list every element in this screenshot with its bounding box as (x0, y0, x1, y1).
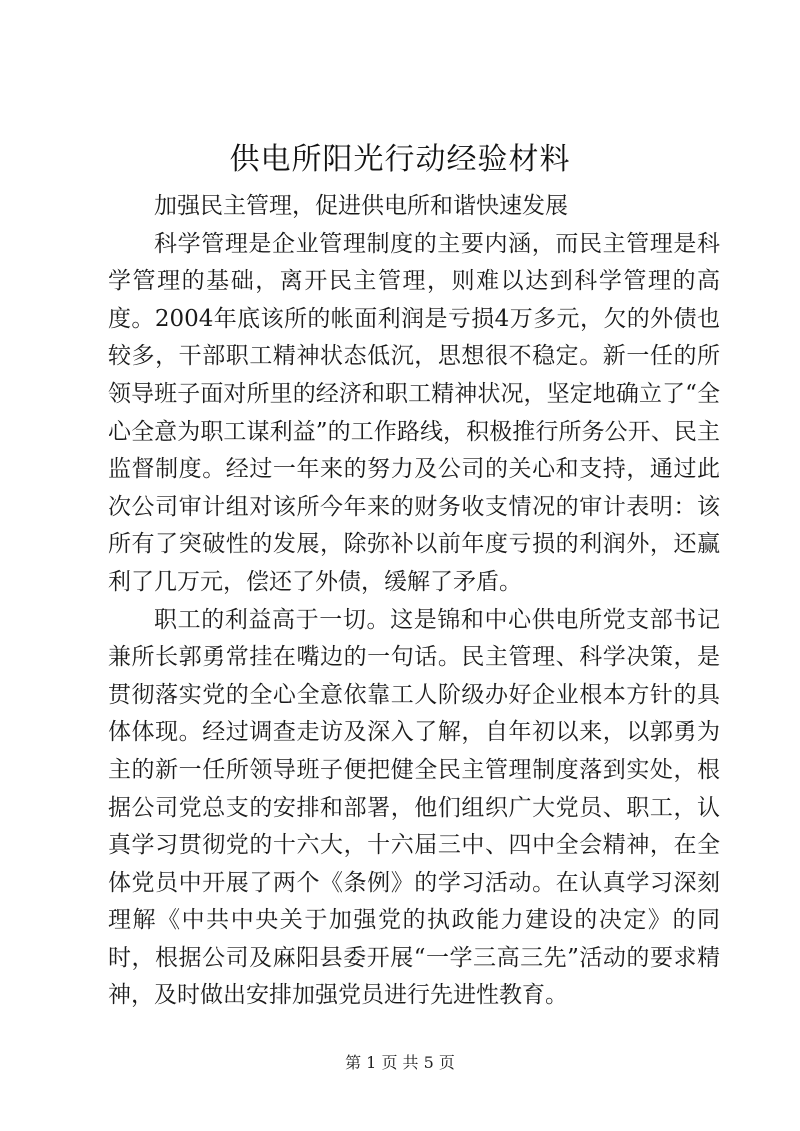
body-paragraph-1: 科学管理是企业管理制度的主要内涵，而民主管理是科学管理的基础，离开民主管理，则难以达到科学管理的高度。2004年底该所的帐面利润是亏损4万多元，欠的外债也较多，干部职工精神状态低沉，思想很不稳定。新一任的所领导班子面对所里的经济和职工精神状况，坚定地确立了“全心全意为职工谋利益”的工作路线，积极推行所务公开、民主监督制度。经过一年来的努力及公司的关心和支持，通过此次公司审计组对该所今年来的财务收支情况的审计表明：该所有了突破性的发展，除弥补以前年度亏损的利润外，还赢利了几万元，偿还了外债，缓解了矛盾。 (108, 230, 720, 595)
document-subtitle: 加强民主管理，促进供电所和谐快速发展 (154, 193, 568, 219)
document-title: 供电所阳光行动经验材料 (229, 142, 571, 177)
page-number-footer: 第 1 页 共 5 页 (345, 1053, 455, 1072)
body-paragraph-2: 职工的利益高于一切。这是锦和中心供电所党支部书记兼所长郭勇常挂在嘴边的一句话。民主管理、科学决策，是贯彻落实党的全心全意依靠工人阶级办好企业根本方针的具体体现。经过调查走访及深入了解，自年初以来，以郭勇为主的新一任所领导班子便把健全民主管理制度落到实处，根据公司党总支的安排和部署，他们组织广大党员、职工，认真学习贯彻党的十六大，十六届三中、四中全会精神，在全体党员中开展了两个《条例》的学习活动。在认真学习深刻理解《中共中央关于加强党的执政能力建设的决定》的同时，根据公司及麻阳县委开展“一学三高三先”活动的要求精神，及时做出安排加强党员进行先进性教育。 (108, 606, 720, 1009)
document-body (108, 188, 720, 1015)
